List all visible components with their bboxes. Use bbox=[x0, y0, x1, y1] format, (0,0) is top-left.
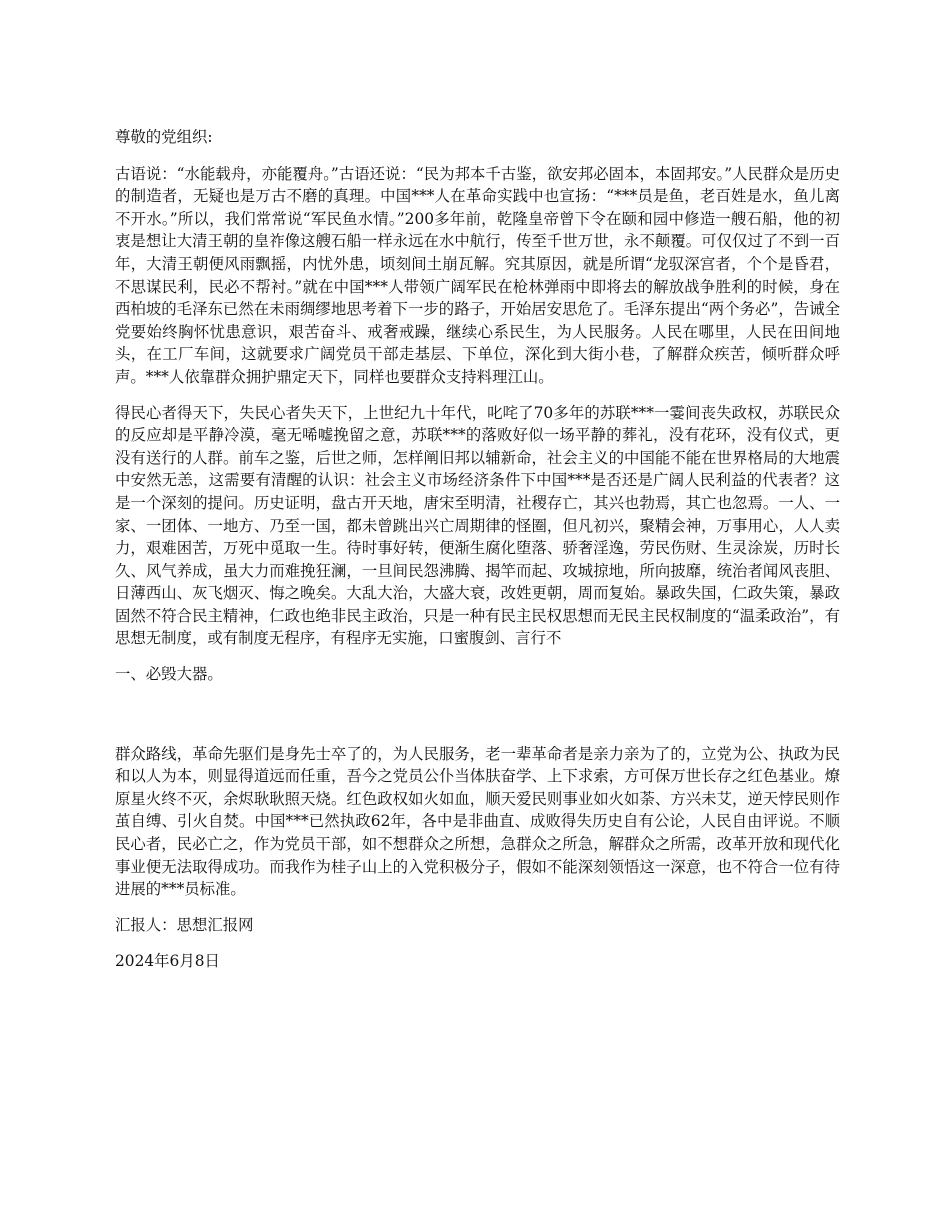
paragraph-3: 一、必毁大器。 bbox=[115, 665, 223, 684]
paragraph-1: 古语说：“水能载舟，亦能覆舟。”古语还说：“民为邦本千古鉴，欲安邦必固本，本固邦安。”人民群众是历史的制造者，无疑也是万古不磨的真理。中国***人在革命实践中也宣扬：“***员是鱼，老百姓是水，鱼儿离不开水。”所以，我们常常说“军民鱼水情。”200多年前，乾隆皇帝曾下令在颐和园中修造一艘石船，他的初衷是想让大清王朝的皇祚像这艘石船一样永远在水中航行，传至千世万世，永不颠覆。可仅仅过了不到一百年，大清王朝便风雨飘摇，内忧外患，顷刻间土崩瓦解。究其原因，就是所谓“龙驭深宫者，个个是昏君，不思谋民利，民必不帮衬。”就在中国***人带领广阔军民在枪林弹雨中即将去的解放战争胜利的时候，身在西柏坡的毛泽东已然在未雨绸缪地思考着下一步的路子，开始居安思危了。毛泽东提出“两个务必”，告诫全党要始终胸怀忧患意识，艰苦奋斗、戒奢戒躁，继续心系民生，为人民服务。人民在哪里，人民在田间地头，在工厂车间，这就要求广阔党员干部走基层、下单位，深化到大街小巷，了解群众疾苦，倾听群众呼声。***人依靠群众拥护鼎定天下，同样也要群众支持料理江山。 bbox=[115, 164, 840, 386]
salutation: 尊敬的党组织: bbox=[115, 128, 213, 146]
paragraph-2: 得民心者得天下，失民心者失天下，上世纪九十年代，叱咤了70多年的苏联***一霎间丧失政权，苏联民众的反应却是平静冷漠，毫无唏嘘挽留之意，苏联***的落败好似一场平静的葬礼，没有花环，没有仪式，更没有送行的人群。前车之鉴，后世之师，怎样阐旧邦以辅新命，社会主义的中国能不能在世界格局的大地震中安然无恙，这需要有清醒的认识：社会主义市场经济条件下中国***是否还是广阔人民利益的代表者？这是一个深刻的提问。历史证明，盘古开天地，唐宋至明清，社稷存亡，其兴也勃焉，其亡也忽焉。一人、一家、一团体、一地方、乃至一国，都未曾跳出兴亡周期律的怪圈，但凡初兴，聚精会神，万事用心，人人卖力，艰难困苦，万死中觅取一生。待时事好转，便渐生腐化堕落、骄奢淫逸，劳民伤财、生灵涂炭，历时长久、风气养成，虽大力而难挽狂澜，一旦间民怨沸腾、揭竿而起、攻城掠地，所向披靡，统治者闻风丧胆、日薄西山、灰飞烟灭、悔之晚矣。大乱大治，大盛大衰，改姓更朝，周而复始。暴政失国，仁政失策，暴政固然不符合民主精神，仁政也绝非民主政治，只是一种有民主民权思想而无民主民权制度的“温柔政治”，有思想无制度，或有制度无程序，有程序无实施，口蜜腹剑、言行不 bbox=[115, 403, 840, 648]
reporter-line: 汇报人：思想汇报网 bbox=[115, 915, 254, 934]
paragraph-4: 群众路线，革命先驱们是身先士卒了的，为人民服务，老一辈革命者是亲力亲为了的，立党为公、执政为民和以人为本，则显得道远而任重，吾今之党员公仆当体肤奋学、上下求索，方可保万世长存之红色基业。燎原星火终不灭，余烬耿耿照天烧。红色政权如火如血，顺天爱民则事业如火如荼、方兴未艾，逆天悖民则作茧自缚、引火自焚。中国***已然执政62年，各中是非曲直、成败得失历史自有公论，人民自由评说。不顺民心者，民必亡之，作为党员干部，如不想群众之所想，急群众之所急，解群众之所需，改革开放和现代化事业便无法取得成功。而我作为桂子山上的入党积极分子，假如不能深刻领悟这一深意，也不符合一位有待进展的***员标准。 bbox=[115, 744, 840, 899]
report-date: 2024年6月8日 bbox=[115, 952, 220, 971]
document-page bbox=[115, 126, 840, 973]
